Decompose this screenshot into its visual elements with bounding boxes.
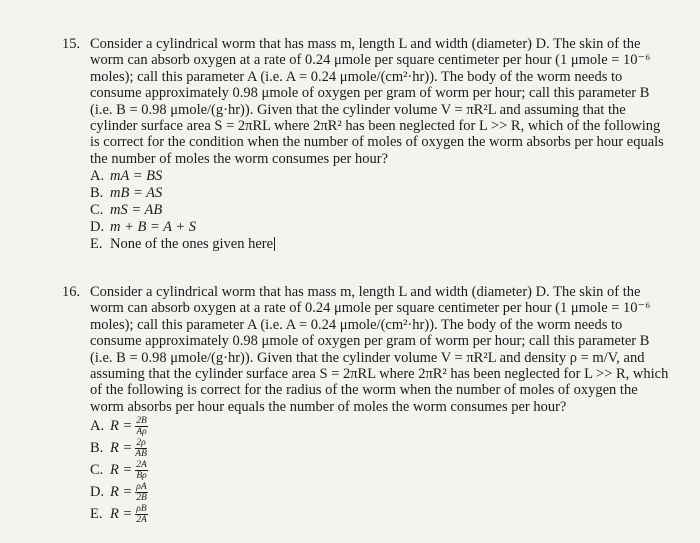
option-d[interactable] xyxy=(90,481,672,503)
option-letter: E. xyxy=(90,506,103,523)
option-letter: A. xyxy=(90,167,105,184)
option-letter: E. xyxy=(90,235,103,252)
option-letter: B. xyxy=(90,440,104,457)
question-16 xyxy=(62,284,672,525)
option-lhs: R = xyxy=(110,462,133,479)
option-letter: D. xyxy=(90,484,105,501)
option-fraction xyxy=(135,482,147,503)
fraction-denominator: 2A xyxy=(136,514,147,525)
option-e[interactable] xyxy=(90,235,672,252)
option-letter: C. xyxy=(90,462,104,479)
option-text: None of the ones given here xyxy=(110,235,274,252)
fraction-denominator: AB xyxy=(135,448,147,459)
fraction-denominator: Bρ xyxy=(136,470,147,481)
option-c[interactable] xyxy=(90,459,672,481)
option-text: mB = AS xyxy=(110,184,163,201)
option-lhs: R = xyxy=(110,484,133,501)
fraction-numerator: ρA xyxy=(136,481,147,492)
option-e[interactable] xyxy=(90,503,672,525)
fraction-denominator: Aρ xyxy=(136,426,147,437)
option-letter: D. xyxy=(90,218,105,235)
option-a[interactable] xyxy=(90,167,672,184)
option-fraction xyxy=(135,416,148,437)
option-letter: B. xyxy=(90,184,104,201)
option-text: mS = AB xyxy=(110,201,163,218)
option-letter: C. xyxy=(90,201,104,218)
option-d[interactable] xyxy=(90,218,672,235)
option-lhs: R = xyxy=(110,418,133,435)
option-text: m + B = A + S xyxy=(110,218,197,235)
option-b[interactable] xyxy=(90,184,672,201)
fraction-numerator: ρB xyxy=(136,503,147,514)
fraction-numerator: 2B xyxy=(136,415,147,426)
answer-options xyxy=(90,167,672,252)
option-lhs: R = xyxy=(110,440,133,457)
question-15 xyxy=(62,36,672,252)
option-text: mA = BS xyxy=(110,167,163,184)
option-b[interactable] xyxy=(90,437,672,459)
option-lhs: R = xyxy=(110,506,133,523)
option-a[interactable] xyxy=(90,415,672,437)
question-number: 15. xyxy=(62,36,81,52)
question-number: 16. xyxy=(62,284,81,300)
option-fraction xyxy=(135,460,148,481)
option-fraction xyxy=(135,438,147,459)
fraction-denominator: 2B xyxy=(136,492,147,503)
answer-options xyxy=(90,415,672,525)
fraction-numerator: 2ρ xyxy=(136,437,146,448)
option-c[interactable] xyxy=(90,201,672,218)
question-stem: Consider a cylindrical worm that has mass m, length L and width (diameter) D. The skin of the worm can absorb oxygen at a rate of 0.24 μmole per square centimeter per hour (1 μmole = 10⁻⁶ moles); call this parameter A (i.e. A = 0.24 μmole/(cm²·hr)). The body of the worm needs to consume approximately 0.98 μmole of oxygen per gram of worm per hour; call this parameter B (i.e. B = 0.98 μmole/(g·hr)). Given that the cylinder volume V = πR²L and assuming that the cylinder surface area S = 2πRL where 2πR² has been neglected for L >> R, which of the following is correct for the condition when the number of moles of oxygen the worm absorbs per hour equals the number of moles the worm consumes per hour? xyxy=(90,36,664,167)
fraction-numerator: 2A xyxy=(136,459,147,470)
question-stem: Consider a cylindrical worm that has mass m, length L and width (diameter) D. The skin of the worm can absorb oxygen at a rate of 0.24 μmole per square centimeter per hour (1 μmole = 10⁻⁶ moles); call this parameter A (i.e. A = 0.24 μmole/(cm²·hr)). The body of the worm needs to consume approximately 0.98 μmole of oxygen per gram of worm per hour; call this parameter B (i.e. B = 0.98 μmole/(g·hr)). Given that the cylinder volume V = πR²L and density ρ = m/V, and assuming that the cylinder surface area S = 2πRL where 2πR² has been neglected for L >> R, which of the following is correct for the radius of the worm when the number of moles of oxygen the worm absorbs per hour equals the number of moles the worm consumes per hour? xyxy=(90,284,669,415)
option-letter: A. xyxy=(90,418,105,435)
option-fraction xyxy=(135,504,147,525)
text-cursor xyxy=(274,237,275,251)
